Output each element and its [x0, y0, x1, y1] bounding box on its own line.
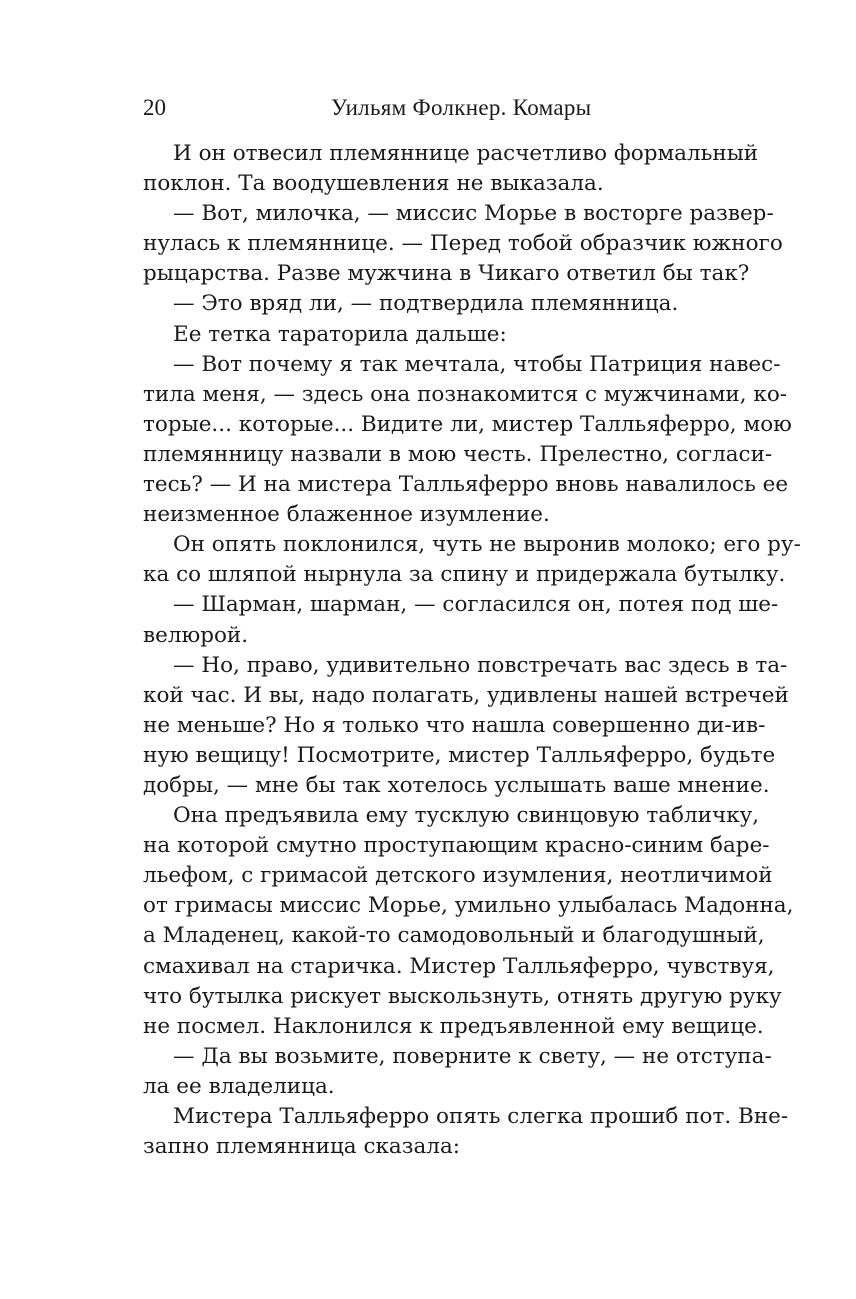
text-line: не меньше? Но я только что нашла совершенно ди-ив-	[143, 712, 766, 738]
text-line: ную вещицу! Посмотрите, мистер Талльяферро, будьте	[143, 742, 776, 768]
running-head	[143, 92, 755, 124]
text-line: добры, — мне бы так хотелось услышать ваше мнение.	[143, 772, 770, 798]
book-title: Уильям Фолкнер. Комары	[331, 95, 592, 120]
text-line: неизменное блаженное изумление.	[143, 502, 550, 528]
text-line: на которой смутно проступающим красно-синим баре-	[143, 833, 770, 859]
text-line: — Это вряд ли, — подтвердила племянница.	[173, 291, 679, 317]
text-line: племянницу назвали в мою честь. Прелестно, согласи-	[143, 441, 773, 467]
text-line: тила меня, — здесь она познакомится с мужчинами, ко-	[143, 381, 788, 407]
text-line: от гримасы миссис Морье, умильно улыбалась Мадонна,	[143, 893, 794, 919]
text-line: смахивал на старичка. Мистер Талльяферро, чувствуя,	[143, 953, 775, 979]
text-line: ла ее владелица.	[143, 1073, 335, 1099]
text-line: И он отвесил племяннице расчетливо формальный	[173, 141, 759, 166]
text-line: поклон. Та воодушевления не выказала.	[143, 171, 604, 197]
text-line: что бутылка рискует выскользнуть, отнять другую руку	[143, 983, 782, 1009]
text-line: Мистера Талльяферро опять слегка прошиб пот. Вне-	[173, 1104, 789, 1129]
body-text	[143, 139, 801, 1162]
text-line: — Вот, милочка, — миссис Морье в восторге развер-	[173, 201, 774, 227]
text-line: кой час. И вы, надо полагать, удивлены нашей встречей	[143, 682, 789, 708]
text-line: рыцарства. Разве мужчина в Чикаго ответил бы так?	[143, 261, 750, 287]
text-line: велюрой.	[143, 622, 249, 648]
text-line: тесь? — И на мистера Талльяферро вновь навалилось ее	[143, 472, 789, 498]
text-line: ка со шляпой нырнула за спину и придержала бутылку.	[143, 562, 786, 588]
text-line: не посмел. Наклонился к предъявленной ему вещице.	[143, 1013, 764, 1039]
text-line: торые... которые... Видите ли, мистер Талльяферро, мою	[143, 411, 792, 437]
text-line: — Но, право, удивительно повстречать вас здесь в та-	[173, 652, 788, 678]
text-line: а Младенец, какой-то самодовольный и благодушный,	[143, 923, 765, 949]
text-line: Он опять поклонился, чуть не выронив молоко; его ру-	[173, 532, 801, 558]
page-number: 20	[143, 95, 166, 120]
text-line: запно племянница сказала:	[143, 1134, 461, 1160]
text-line: — Да вы возьмите, поверните к свету, — не отступа-	[173, 1043, 772, 1069]
text-line: льефом, с гримасой детского изумления, неотличимой	[143, 863, 773, 889]
text-line: Ее тетка тараторила дальше:	[173, 321, 507, 347]
text-line: — Вот почему я так мечтала, чтобы Патриция навес-	[173, 351, 781, 377]
text-line: — Шарман, шарман, — согласился он, потея под ше-	[173, 592, 779, 618]
text-line: Она предъявила ему тусклую свинцовую табличку,	[173, 803, 760, 829]
text-line: нулась к племяннице. — Перед тобой образчик южного	[143, 231, 783, 257]
